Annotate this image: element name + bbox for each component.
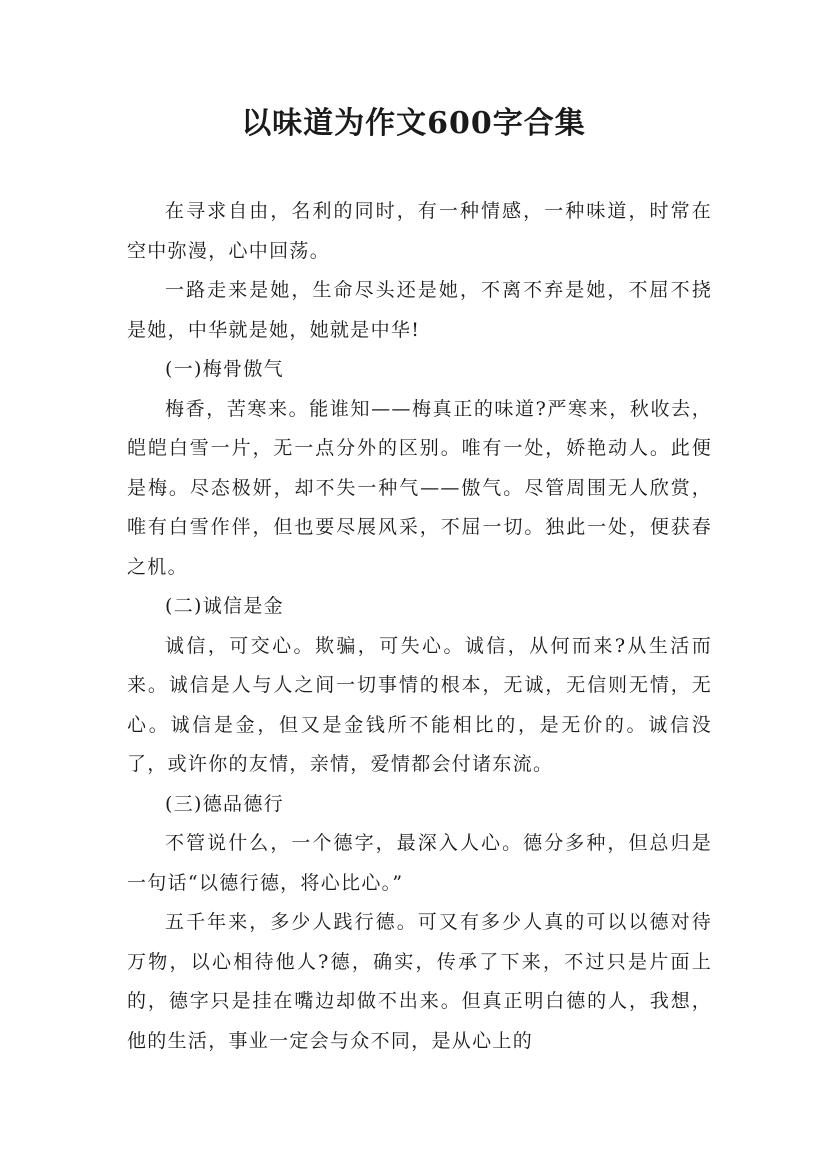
paragraph-1: 在寻求自由，名利的同时，有一种情感，一种味道，时常在空中弥漫，心中回荡。 <box>127 200 712 262</box>
document-title: 以味道为作文600字合集 <box>241 106 586 141</box>
paragraph-2: 一路走来是她，生命尽头还是她，不离不弃是她，不屈不挠是她，中华就是她，她就是中华! <box>127 279 712 341</box>
section-heading-2: (二)诚信是金 <box>165 595 284 617</box>
paragraph-6: 五千年来，多少人践行德。可又有多少人真的可以以德对待万物，以心相待他人?德，确实，传承了下来，不过只是片面上的，德字只是挂在嘴边却做不出来。但真正明白德的人，我想，他的生活，事业一定会与众不同，是从心上的 <box>127 911 712 1052</box>
section-heading-3: (三)德品德行 <box>165 792 284 815</box>
document-body <box>127 192 712 1061</box>
paragraph-4: 诚信，可交心。欺骗，可失心。诚信，从何而来?从生活而来。诚信是人与人之间一切事情的根本，无诚，无信则无情，无心。诚信是金，但又是金钱所不能相比的，是无价的。诚信没了，或许你的友情，亲情，爱情都会付诸东流。 <box>127 634 712 775</box>
paragraph-3: 梅香，苦寒来。能谁知——梅真正的味道?严寒来，秋收去，皑皑白雪一片，无一点分外的区别。唯有一处，娇艳动人。此便是梅。尽态极妍，却不失一种气——傲气。尽管周围无人欣赏，唯有白雪作伴，但也要尽展风采，不屈一切。独此一处，便获春之机。 <box>127 397 712 578</box>
paragraph-5: 不管说什么，一个德字，最深入人心。德分多种，但总归是一句话“以德行德，将心比心。” <box>127 832 712 894</box>
section-heading-1: (一)梅骨傲气 <box>165 358 284 380</box>
